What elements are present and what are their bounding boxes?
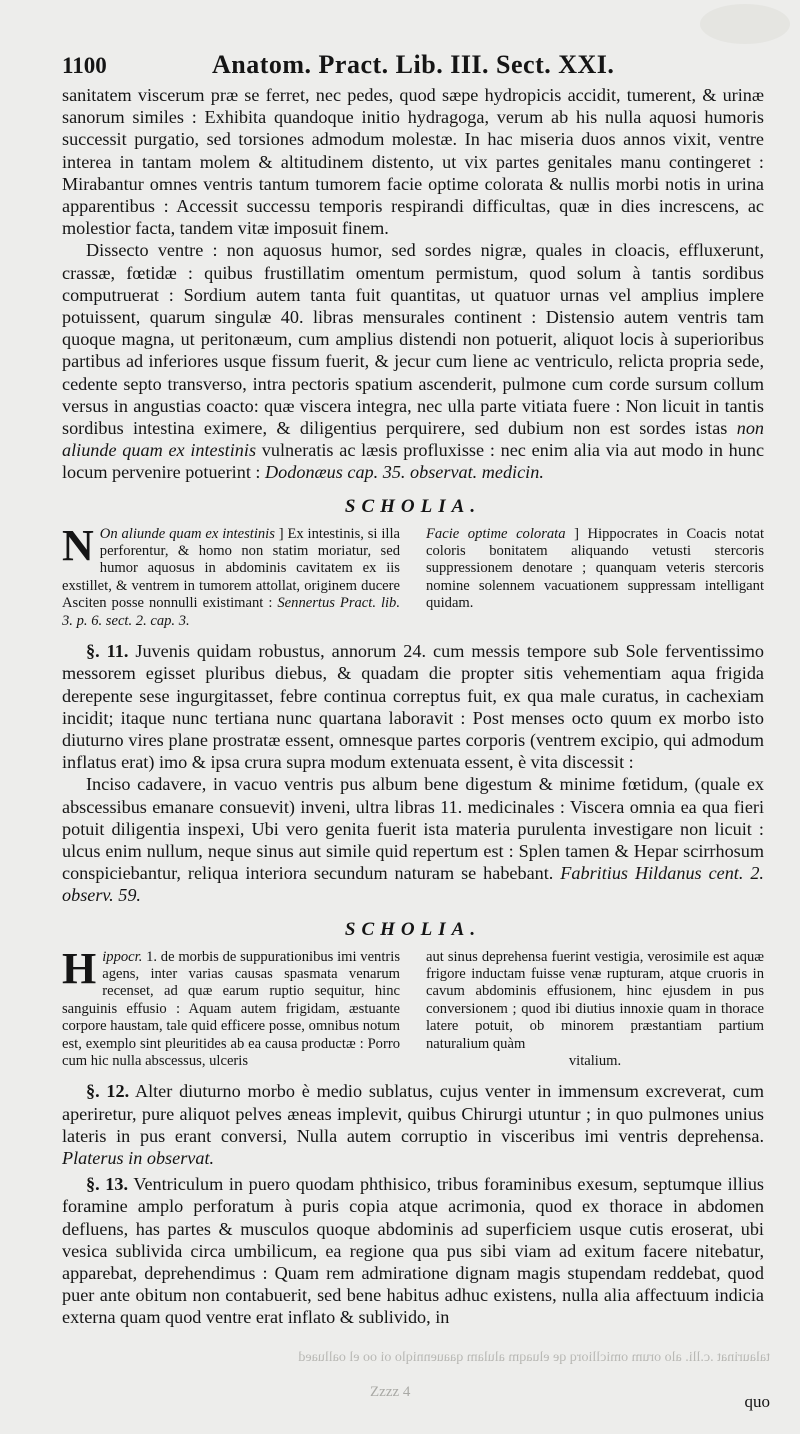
scholia-2-left	[62, 943, 400, 1071]
section-13-paragraph	[62, 1173, 764, 1328]
scholia-2-last-line: vitalium.	[568, 1052, 622, 1069]
intro-paragraph-2-end: vulneratis ac læsis profluxisse : nec enim alia via aut modo in hunc locum pervenire potuerint :	[62, 440, 765, 483]
section-12-paragraph	[62, 1080, 764, 1169]
section-11-paragraph-2	[62, 773, 764, 906]
lemma-non-aliunde: On aliunde quam ex intestinis	[99, 525, 275, 542]
scholia-1-left	[62, 520, 400, 630]
intro-paragraph-2-text: Dissecto ventre : non aquosus humor, sed sordes nigræ, quales in cloacis, effluxerunt, crassæ, fœtidæ : quibus frustillatim omentum permistum, quod solum à tantis sordibus computruerat : Sordium autem tanta fuit quantitas, ut quatuor urnas vel amplius implere potuissent, quarum singulæ 40. libras mensurales continent : Distensio autem ventris tam quoque magna, ut peritonæum, cum amplius distendi non potuerit, aliquot locis à superioribus partibus ad inferiores usque fissum fuerit, & jecur cum liene ac ventriculo, relicta propria sede, cedente septo transverso, intra pectoris spatium ascenderit, pulmone cum corde sursum collum versus in angustias coacto: quæ viscera integra, nec ulla parte vitiata fuere : Non licuit in tantis sordibus intestina eximere, & diligentius perquirere, sed dubium non est sordes istas	[62, 240, 764, 439]
citation-sennertus: Sennertus Pract. lib. 3. p. 6. sect. 2. cap. 3.	[62, 595, 400, 629]
lemma-hippocr: ippocr.	[102, 948, 143, 965]
section-11-number: §. 11.	[86, 641, 129, 662]
scholia-2-right-text: aut sinus deprehensa fuerint vestigia, verosimile est aquæ frigore inductam fuisse venæ rupturam, atque cruoris in cavum abdominis effusionem, hinc ejusdem in pus conversionem ; quod ibi diutius innoxie quam in thorace latere potuit, ob minorem præstantiam partium naturalium quàm	[426, 948, 764, 1052]
section-12-number: §. 12.	[86, 1081, 130, 1102]
scholia-heading-1: SCHOLIA.	[344, 495, 482, 517]
section-13-number: §. 13.	[86, 1174, 129, 1195]
scholia-heading-2: SCHOLIA.	[344, 918, 482, 940]
catchword: quo	[744, 1392, 770, 1411]
running-head	[62, 50, 764, 84]
scholia-2-right	[426, 949, 764, 1071]
section-13	[62, 1173, 764, 1328]
section-13-text: Ventriculum in puero quodam phthisico, tribus foraminibus exesum, septumque illius foramine amplo perforatum à puris copia atque acrimonia, quod ex thorace in abdomen defluens, has partes & musculos quoque abdominis ad superficiem usque cutis eroserat, ubi vesica sublivida circa umbilicum, ea regione qua pus sibi viam ad exitum facere nitebatur, apparebat, deprehendimus : Quam rem admiratione dignam magis stupendam reddebat, quod puer ante obitum non contabuerit, sed bene habitus adhuc existens, nulla alia affectuum indicia externa quam quod ventre erat inflato & sublivido, in	[62, 1174, 764, 1328]
citation-platerus: Platerus in observat.	[62, 1147, 215, 1168]
section-12	[62, 1080, 764, 1169]
lemma-facie-optime: Facie optime colorata	[426, 525, 566, 542]
page-number: 1100	[62, 53, 107, 78]
section-11	[62, 640, 764, 906]
section-11-paragraph-1	[62, 640, 764, 773]
running-title: Anatom. Pract. Lib. III. Sect. XXI.	[212, 50, 615, 79]
bleed-through-text: talaurinat .c.lli. alo orum omiclliorq qe eluaqm alulam qaauenniqlo oi oo el oalluaed	[298, 1350, 770, 1365]
scholia-2-columns	[62, 943, 764, 1071]
scholia-2-left-text: 1. de morbis de suppurationibus imi ventris agens, inter varias causas spasmata venarum recenset, ad quæ earum ruptio sequitur, hinc sanguinis effusio : Aquam autem frigidam, æstuante corpore haustam, tale quid efficere posse, omnibus notum est, exemplo sint pleuritides ab ea causa productæ : Porro cum hic nulla abscessus, ulceris	[62, 948, 400, 1069]
scholia-1-left-text: ] Ex intestinis, si illa perforentur, & homo non statim moriatur, sed humor aquosus in abdominis cavitatem ex iis exstillet, & ventrem in tumorem attollat, originem ducere Asciten posse nonnulli existimant :	[62, 525, 400, 612]
intro-paragraph-1: sanitatem viscerum præ se ferret, nec pedes, quod sæpe hydropicis accidit, tumerent, & urinæ sanorum similes : Exhibita quandoque initio hydragoga, verum ab his nulla aquosi humoris successit purgatio, sed torsiones admodum molestæ. In hac miseria duos annos vixit, ventre interea in tantam molem & altitudinem distento, ut vix partes genitales manu contingeret : Mirabantur omnes ventris tantum tumorem facie optime colorata & nullis morbi notis in urina apparentibus : Accessit successu temporis respirandi difficultas, quæ in dies increscens, ac molestior facta, tandem vitæ imposuit finem.	[62, 85, 764, 239]
paper-stain	[700, 4, 790, 44]
section-11-text-2: Inciso cadavere, in vacuo ventris pus album bene digestum & minime fœtidum, (quale ex abscessibus emanare consuevit) inveni, ultra libras 11. medicinales : Viscera omnia ea qua fieri potuit diligentia inspexi, Ubi vero genita fuerit ista materia purulenta investigare non licuit : ulcus enim nullum, neque sinus aut simile quid repertum est : Splen tamen & Hepar scirrhosum conspiciebantur, reliqua interiora secundum naturam se habebant.	[62, 774, 764, 884]
section-11-text-1: Juvenis quidam robustus, annorum 24. cum messis tempore sub Sole ferventissimo messorem egisset pluribus diebus, & quadam die propter sitis vehementiam aqua frigida derepente sese ingurgitasset, febre continua correptus fuit, ex qua male curatus, in cachexiam incidit; itaque nunc tertiana nunc quartana laboravit : Post menses octo quum ex morbo isto diuturno vires plane prostratæ essent, omnesque partes corporis (ventrem excipio, qui admodum inflatus erat) imo & ipsa crura supra modum extenuata essent, è vita discessit :	[62, 641, 765, 773]
scholia-1-right-text: ] Hippocrates in Coacis notat coloris bonitatem aliquando vetusti stercoris suppressionem denotare ; quanquam veteris stercoris nomine solennem vacuationem suppressam intelligant quidam.	[426, 525, 764, 612]
dropcap-h: H	[62, 943, 97, 993]
citation-hildanus: Fabritius Hildanus cent. 2. observ. 59.	[62, 863, 764, 906]
scholia-1-columns	[62, 520, 764, 630]
scholia-1-right	[426, 526, 764, 630]
signature-mark: Zzzz 4	[370, 1384, 411, 1400]
intro-paragraph-2	[62, 239, 764, 483]
dropcap-n: N	[62, 520, 94, 570]
citation-dodonaeus: Dodonæus cap. 35. observat. medicin.	[265, 462, 544, 483]
section-12-text: Alter diuturno morbo è medio sublatus, cujus venter in immensum excreverat, cum aperiretur, pure aliquot pelves æneas implevit, quibus Chirurgi utuntur ; in quo pulmones unius lateris in pus erant conversi, Nulla autem corruptio in visceribus imi ventris deprehensa.	[62, 1081, 765, 1146]
intro-italic-phrase: non aliunde quam ex intestinis	[62, 418, 764, 461]
